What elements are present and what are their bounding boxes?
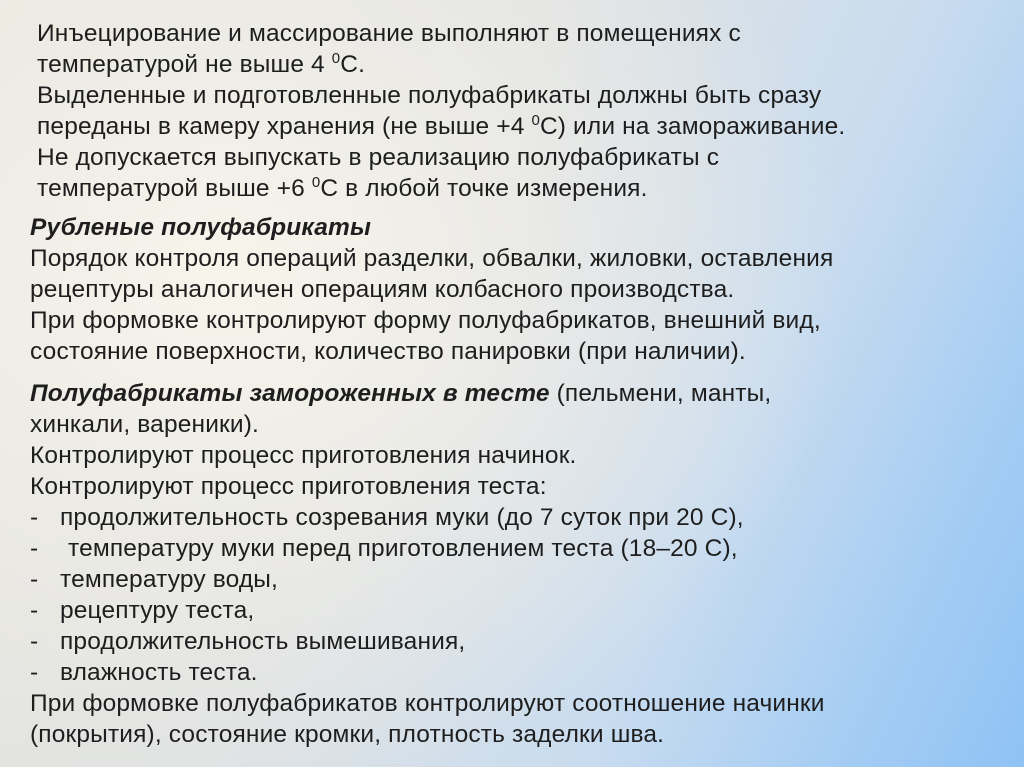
text-line: При формовке полуфабрикатов контролируют соотношение начинки — [30, 690, 825, 717]
degree-superscript: 0 — [531, 112, 540, 129]
list-item-text: температуру воды, — [60, 566, 278, 593]
list-dash: - — [30, 659, 39, 686]
text-line: Инъецирование и массирование выполняют в помещениях с — [37, 20, 741, 47]
list-item — [30, 658, 258, 688]
text-line: Не допускается выпускать в реализацию полуфабрикаты с — [37, 144, 720, 171]
list-item — [30, 534, 738, 564]
list-dash: - — [30, 597, 39, 624]
text-line — [30, 379, 771, 409]
list-item — [30, 627, 465, 657]
text-line: хинкали, вареники). — [30, 411, 259, 438]
text-line — [37, 174, 648, 204]
text-line — [37, 50, 365, 80]
list-item — [30, 565, 278, 595]
section-heading: Полуфабрикаты замороженных в тесте — [30, 380, 550, 407]
list-item — [30, 596, 254, 626]
list-item-text: влажность теста. — [60, 659, 258, 686]
text-line: Выделенные и подготовленные полуфабрикаты должны быть сразу — [37, 82, 822, 109]
text-line: При формовке контролируют форму полуфабрикатов, внешний вид, — [30, 307, 821, 334]
text-line: состояние поверхности, количество панировки (при наличии). — [30, 338, 746, 365]
list-item-text: рецептуру теста, — [60, 597, 255, 624]
degree-superscript: 0 — [331, 50, 341, 67]
text-line: Порядок контроля операций разделки, обвалки, жиловки, оставления — [30, 245, 834, 272]
list-item-text: продолжительность вымешивания, — [60, 628, 466, 655]
text-fragment: С. — [340, 51, 366, 78]
text-line: Контролируют процесс приготовления теста: — [30, 473, 547, 500]
text-line: Контролируют процесс приготовления начинок. — [30, 442, 577, 469]
list-dash: - — [30, 628, 39, 655]
text-fragment: температурой выше +6 — [37, 175, 312, 202]
section-heading: Рубленые полуфабрикаты — [30, 214, 372, 241]
list-dash: - — [30, 504, 39, 531]
text-fragment: переданы в камеру хранения (не выше +4 — [37, 113, 532, 140]
text-fragment: С) или на замораживание. — [539, 113, 846, 140]
list-item-text: температуру муки перед приготовлением теста (18–20 С), — [68, 535, 738, 562]
list-item — [30, 503, 744, 533]
text-fragment: температурой не выше 4 — [37, 51, 332, 78]
text-line: рецептуры аналогичен операциям колбасного производства. — [30, 276, 735, 303]
text-line — [37, 112, 845, 142]
list-item-text: продолжительность созревания муки (до 7 суток при 20 С), — [60, 504, 744, 531]
degree-superscript: 0 — [311, 174, 321, 191]
list-dash: - — [30, 535, 39, 562]
text-fragment: (пельмени, манты, — [549, 380, 772, 407]
text-fragment: С в любой точке измерения. — [320, 175, 648, 202]
list-dash: - — [30, 566, 39, 593]
text-line: (покрытия), состояние кромки, плотность заделки шва. — [30, 721, 665, 748]
